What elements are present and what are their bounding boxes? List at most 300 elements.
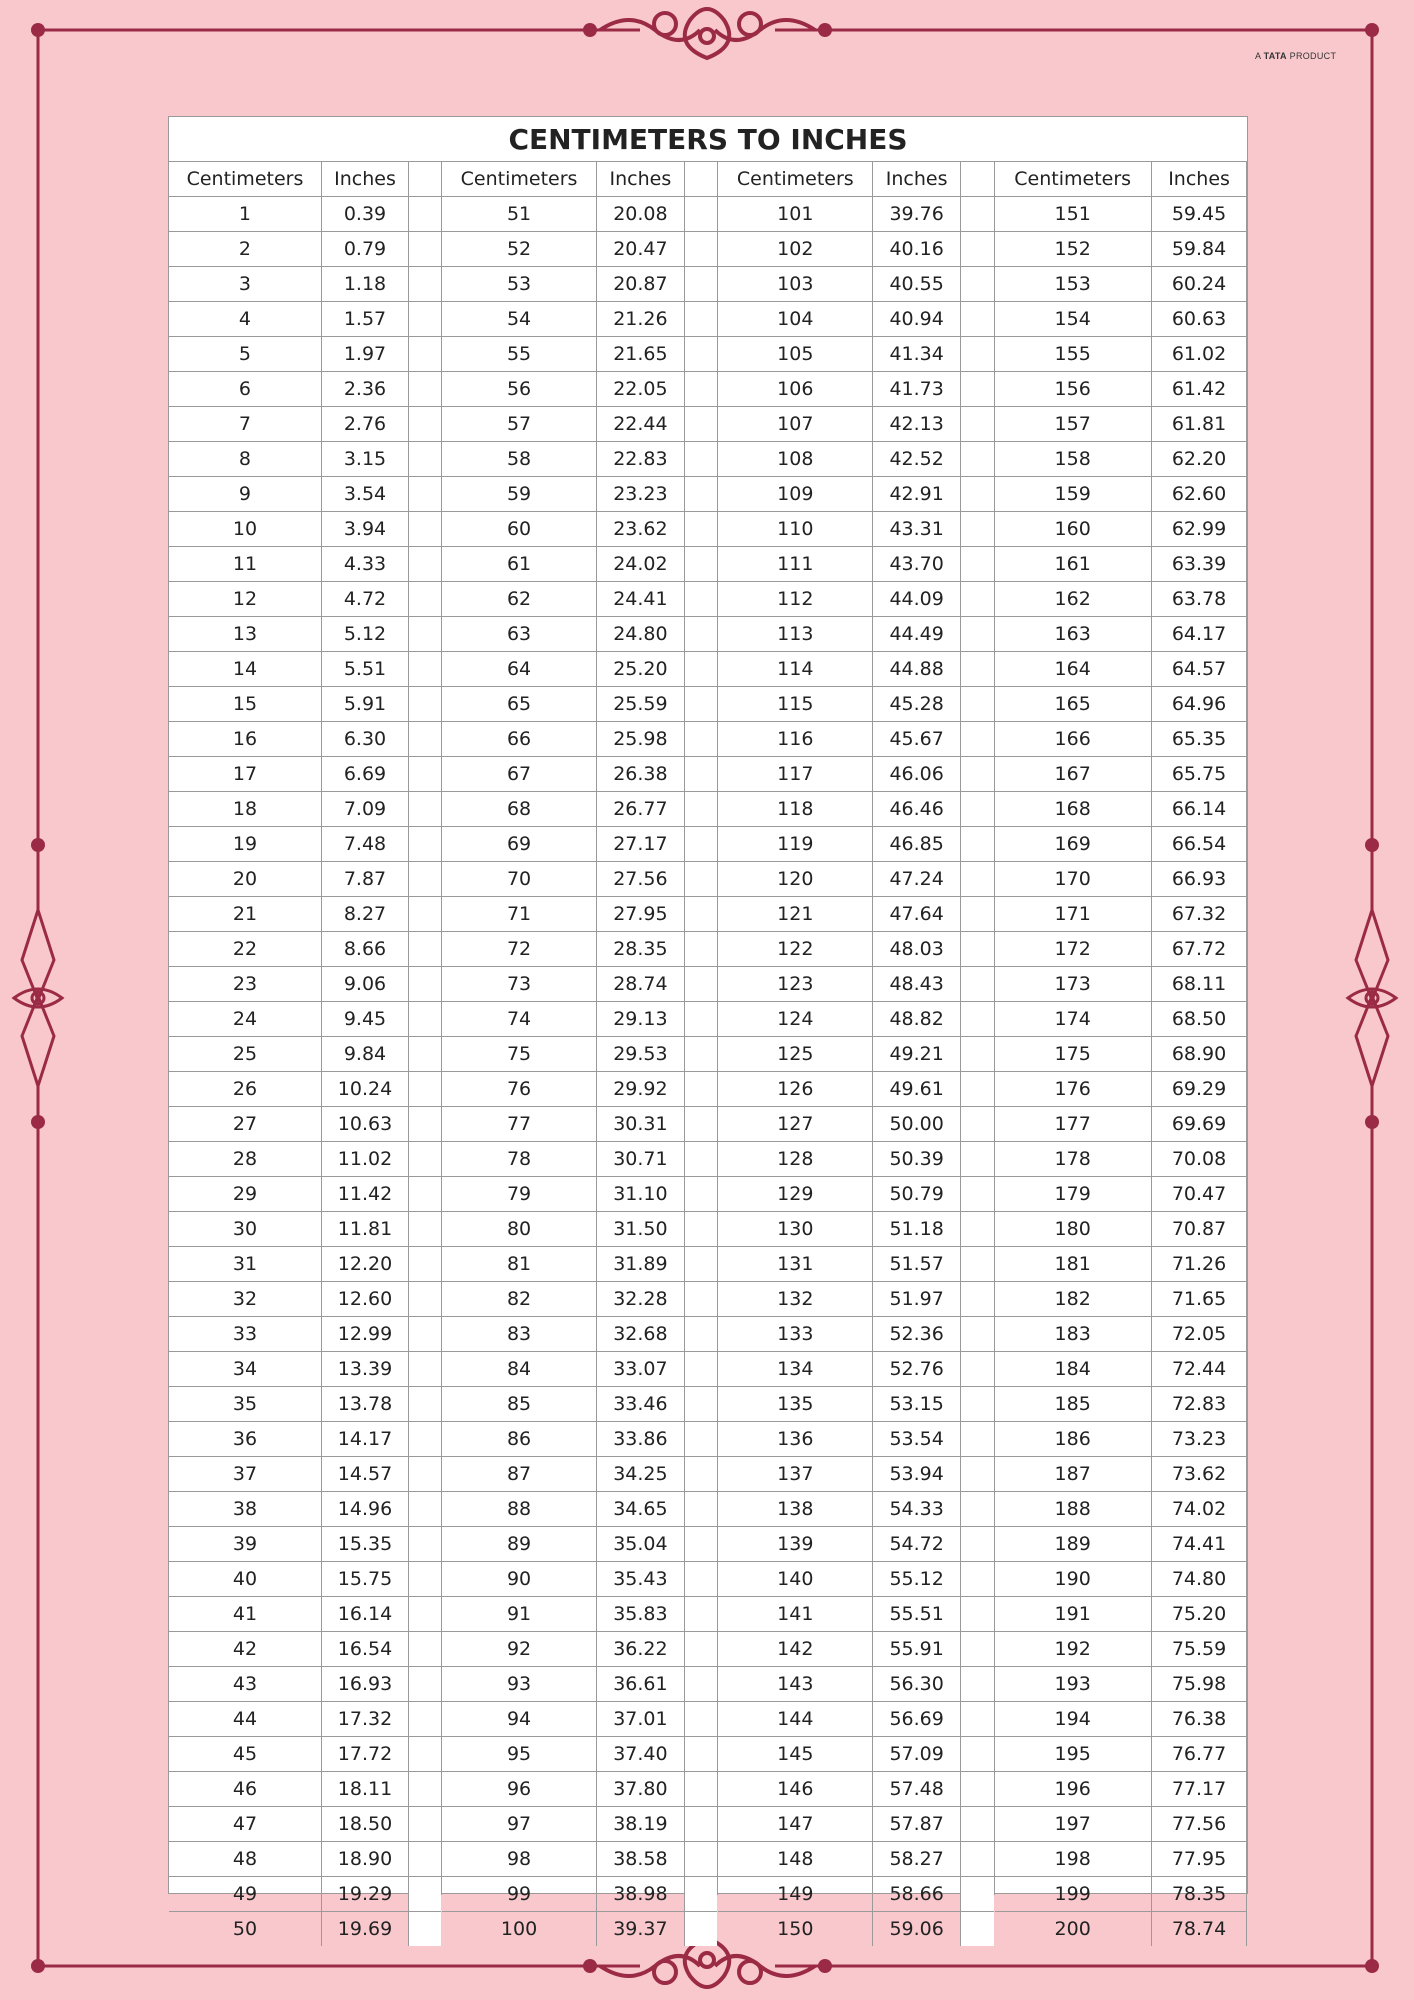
gap-cell [961,162,994,197]
gap-cell [961,897,994,932]
table-row [169,1842,441,1877]
centimeters-cell: 45 [169,1737,321,1772]
table-row [442,1107,717,1142]
inches-cell: 72.44 [1151,1352,1247,1387]
header-centimeters: Centimeters [995,162,1151,197]
gap-cell [961,337,994,372]
inches-cell: 25.59 [596,687,684,722]
table-row [442,1002,717,1037]
centimeters-cell: 143 [718,1667,872,1702]
centimeters-cell: 75 [442,1037,596,1072]
centimeters-cell: 29 [169,1177,321,1212]
table-row [718,722,993,757]
inches-cell: 43.70 [873,547,961,582]
centimeters-cell: 110 [718,512,872,547]
inches-cell: 36.22 [596,1632,684,1667]
inches-cell: 44.49 [873,617,961,652]
inches-cell: 25.98 [596,722,684,757]
gap-cell [961,512,994,547]
table-row [718,1912,993,1947]
inches-cell: 58.66 [873,1877,961,1912]
table-row [442,1667,717,1702]
table-row [718,1807,993,1842]
table-row [718,477,993,512]
centimeters-cell: 142 [718,1632,872,1667]
gap-cell [684,477,717,512]
table-row [718,1142,993,1177]
gap-cell [409,337,442,372]
centimeters-cell: 8 [169,442,321,477]
gap-cell [961,302,994,337]
inches-cell: 21.26 [596,302,684,337]
inches-cell: 75.20 [1151,1597,1247,1632]
centimeters-cell: 195 [995,1737,1151,1772]
centimeters-cell: 200 [995,1912,1151,1947]
table-row [995,1282,1247,1317]
table-row [442,477,717,512]
conversion-sheet [168,116,1248,1940]
table-row [995,792,1247,827]
centimeters-cell: 104 [718,302,872,337]
table-row [442,1387,717,1422]
centimeters-cell: 2 [169,232,321,267]
gap-cell [409,617,442,652]
table-row [718,1597,993,1632]
centimeters-cell: 148 [718,1842,872,1877]
table-row [442,1247,717,1282]
centimeters-cell: 60 [442,512,596,547]
header-centimeters: Centimeters [442,162,596,197]
centimeters-cell: 187 [995,1457,1151,1492]
centimeters-cell: 51 [442,197,596,232]
inches-cell: 3.94 [321,512,408,547]
centimeters-cell: 102 [718,232,872,267]
inches-cell: 72.05 [1151,1317,1247,1352]
inches-cell: 50.79 [873,1177,961,1212]
table-row [718,1317,993,1352]
table-row [169,1877,441,1912]
inches-cell: 7.48 [321,827,408,862]
gap-cell [409,407,442,442]
gap-cell [961,1772,994,1807]
table-row [442,1352,717,1387]
gap-cell [409,1667,442,1702]
centimeters-cell: 27 [169,1107,321,1142]
centimeters-cell: 126 [718,1072,872,1107]
table-row [995,1912,1247,1947]
centimeters-cell: 199 [995,1877,1151,1912]
inches-cell: 76.38 [1151,1702,1247,1737]
inches-cell: 25.20 [596,652,684,687]
centimeters-cell: 144 [718,1702,872,1737]
inches-cell: 54.33 [873,1492,961,1527]
gap-cell [684,1212,717,1247]
column-group-3 [718,162,994,1940]
gap-cell [961,1597,994,1632]
table-row [169,547,441,582]
centimeters-cell: 28 [169,1142,321,1177]
inches-cell: 77.17 [1151,1772,1247,1807]
inches-cell: 23.23 [596,477,684,512]
gap-cell [961,1422,994,1457]
table-row [442,757,717,792]
inches-cell: 54.72 [873,1527,961,1562]
gap-cell [409,1142,442,1177]
inches-cell: 37.40 [596,1737,684,1772]
inches-cell: 73.62 [1151,1457,1247,1492]
centimeters-cell: 46 [169,1772,321,1807]
gap-cell [961,232,994,267]
gap-cell [961,197,994,232]
centimeters-cell: 12 [169,582,321,617]
table-row [442,1737,717,1772]
inches-cell: 31.10 [596,1177,684,1212]
centimeters-cell: 79 [442,1177,596,1212]
table-row [169,1177,441,1212]
centimeters-cell: 16 [169,722,321,757]
table-row [169,1422,441,1457]
page-title: CENTIMETERS TO INCHES [169,117,1247,162]
centimeters-cell: 119 [718,827,872,862]
centimeters-cell: 22 [169,932,321,967]
centimeters-cell: 81 [442,1247,596,1282]
inches-cell: 62.99 [1151,512,1247,547]
centimeters-cell: 20 [169,862,321,897]
inches-cell: 14.57 [321,1457,408,1492]
table-row [169,1282,441,1317]
table-row [718,337,993,372]
gap-cell [684,1667,717,1702]
table-row [718,827,993,862]
centimeters-cell: 158 [995,442,1151,477]
centimeters-cell: 83 [442,1317,596,1352]
table-row [169,1457,441,1492]
inches-cell: 50.39 [873,1142,961,1177]
gap-cell [409,897,442,932]
centimeters-cell: 153 [995,267,1151,302]
table-row [169,302,441,337]
gap-cell [961,1317,994,1352]
inches-cell: 1.97 [321,337,408,372]
table-row [169,1772,441,1807]
inches-cell: 71.26 [1151,1247,1247,1282]
table-row [718,1037,993,1072]
gap-cell [409,302,442,337]
table-row [169,1317,441,1352]
brand-name: TATA [1263,51,1287,61]
inches-cell: 5.51 [321,652,408,687]
gap-cell [961,1562,994,1597]
gap-cell [409,1527,442,1562]
centimeters-cell: 64 [442,652,596,687]
centimeters-cell: 197 [995,1807,1151,1842]
table-row [442,1842,717,1877]
table-row [718,1247,993,1282]
top-ornament [600,9,815,58]
inches-cell: 78.35 [1151,1877,1247,1912]
gap-cell [409,1247,442,1282]
centimeters-cell: 10 [169,512,321,547]
inches-cell: 44.09 [873,582,961,617]
gap-cell [961,827,994,862]
gap-cell [684,337,717,372]
table-row [718,267,993,302]
gap-cell [961,267,994,302]
table-row [442,687,717,722]
inches-cell: 61.42 [1151,372,1247,407]
gap-cell [961,1212,994,1247]
centimeters-cell: 32 [169,1282,321,1317]
table-row [442,197,717,232]
centimeters-cell: 48 [169,1842,321,1877]
table-row [169,1807,441,1842]
inches-cell: 3.15 [321,442,408,477]
centimeters-cell: 76 [442,1072,596,1107]
gap-cell [409,1492,442,1527]
centimeters-cell: 183 [995,1317,1151,1352]
column-group-1 [169,162,442,1940]
inches-cell: 3.54 [321,477,408,512]
table-row [442,442,717,477]
inches-cell: 18.11 [321,1772,408,1807]
table-row [442,1142,717,1177]
left-ornament [14,910,62,1086]
centimeters-cell: 106 [718,372,872,407]
conversion-table [442,162,717,1946]
centimeters-cell: 105 [718,337,872,372]
table-row [442,1177,717,1212]
inches-cell: 19.29 [321,1877,408,1912]
table-row [169,477,441,512]
inches-cell: 20.87 [596,267,684,302]
centimeters-cell: 36 [169,1422,321,1457]
gap-cell [684,1317,717,1352]
inches-cell: 35.83 [596,1597,684,1632]
centimeters-cell: 88 [442,1492,596,1527]
inches-cell: 57.09 [873,1737,961,1772]
gap-cell [961,582,994,617]
table-row [995,1072,1247,1107]
centimeters-cell: 41 [169,1597,321,1632]
inches-cell: 70.08 [1151,1142,1247,1177]
table-row [995,547,1247,582]
inches-cell: 67.32 [1151,897,1247,932]
table-row [442,582,717,617]
table-row [169,652,441,687]
table-row [169,687,441,722]
centimeters-cell: 114 [718,652,872,687]
table-row [442,1877,717,1912]
gap-cell [684,267,717,302]
gap-cell [684,1282,717,1317]
centimeters-cell: 15 [169,687,321,722]
gap-cell [961,1807,994,1842]
table-row [442,792,717,827]
table-row [169,897,441,932]
inches-cell: 61.02 [1151,337,1247,372]
inches-cell: 9.06 [321,967,408,1002]
centimeters-cell: 86 [442,1422,596,1457]
inches-cell: 66.54 [1151,827,1247,862]
gap-cell [961,932,994,967]
gap-cell [961,652,994,687]
inches-cell: 28.74 [596,967,684,1002]
inches-cell: 41.34 [873,337,961,372]
inches-cell: 17.32 [321,1702,408,1737]
table-row [995,337,1247,372]
table-row [995,1002,1247,1037]
gap-cell [684,617,717,652]
header-centimeters: Centimeters [169,162,321,197]
gap-cell [409,547,442,582]
gap-cell [409,162,442,197]
inches-cell: 28.35 [596,932,684,967]
centimeters-cell: 69 [442,827,596,862]
inches-cell: 44.88 [873,652,961,687]
table-row [169,1142,441,1177]
table-row [442,302,717,337]
inches-cell: 77.56 [1151,1807,1247,1842]
inches-cell: 50.00 [873,1107,961,1142]
table-row [995,1457,1247,1492]
conversion-table [995,162,1247,1946]
inches-cell: 52.36 [873,1317,961,1352]
centimeters-cell: 113 [718,617,872,652]
table-row [169,1912,441,1947]
inches-cell: 22.05 [596,372,684,407]
table-row [718,1107,993,1142]
centimeters-cell: 39 [169,1527,321,1562]
gap-cell [684,1702,717,1737]
centimeters-cell: 182 [995,1282,1151,1317]
centimeters-cell: 128 [718,1142,872,1177]
inches-cell: 20.08 [596,197,684,232]
column-group-4 [995,162,1247,1940]
inches-cell: 8.27 [321,897,408,932]
table-row [442,547,717,582]
gap-cell [409,232,442,267]
centimeters-cell: 67 [442,757,596,792]
centimeters-cell: 118 [718,792,872,827]
inches-cell: 78.74 [1151,1912,1247,1947]
centimeters-cell: 194 [995,1702,1151,1737]
gap-cell [409,477,442,512]
centimeters-cell: 9 [169,477,321,512]
gap-cell [684,302,717,337]
inches-cell: 9.84 [321,1037,408,1072]
centimeters-cell: 31 [169,1247,321,1282]
table-row [442,1772,717,1807]
gap-cell [684,547,717,582]
table-row [169,617,441,652]
gap-cell [409,687,442,722]
gap-cell [409,372,442,407]
gap-cell [684,1457,717,1492]
inches-cell: 51.18 [873,1212,961,1247]
centimeters-cell: 135 [718,1387,872,1422]
table-row [169,582,441,617]
table-row [169,967,441,1002]
gap-cell [684,1527,717,1562]
centimeters-cell: 154 [995,302,1151,337]
centimeters-cell: 181 [995,1247,1151,1282]
table-row [442,1912,717,1947]
table-row [442,897,717,932]
centimeters-cell: 175 [995,1037,1151,1072]
gap-cell [684,897,717,932]
inches-cell: 11.02 [321,1142,408,1177]
gap-cell [684,1247,717,1282]
table-row [442,862,717,897]
centimeters-cell: 84 [442,1352,596,1387]
centimeters-cell: 193 [995,1667,1151,1702]
inches-cell: 77.95 [1151,1842,1247,1877]
gap-cell [961,1457,994,1492]
inches-cell: 38.98 [596,1877,684,1912]
centimeters-cell: 149 [718,1877,872,1912]
centimeters-cell: 7 [169,407,321,442]
gap-cell [684,1807,717,1842]
inches-cell: 10.63 [321,1107,408,1142]
inches-cell: 59.06 [873,1912,961,1947]
inches-cell: 35.43 [596,1562,684,1597]
table-row [995,512,1247,547]
inches-cell: 31.89 [596,1247,684,1282]
table-row [442,1037,717,1072]
table-row [718,1282,993,1317]
centimeters-cell: 73 [442,967,596,1002]
gap-cell [961,862,994,897]
inches-cell: 24.41 [596,582,684,617]
table-row [718,1492,993,1527]
table-row [995,722,1247,757]
centimeters-cell: 117 [718,757,872,792]
inches-cell: 45.28 [873,687,961,722]
inches-cell: 42.52 [873,442,961,477]
table-row [169,1737,441,1772]
gap-cell [961,1072,994,1107]
centimeters-cell: 179 [995,1177,1151,1212]
gap-cell [409,1177,442,1212]
inches-cell: 66.14 [1151,792,1247,827]
inches-cell: 11.42 [321,1177,408,1212]
inches-cell: 72.83 [1151,1387,1247,1422]
centimeters-cell: 139 [718,1527,872,1562]
centimeters-cell: 146 [718,1772,872,1807]
centimeters-cell: 91 [442,1597,596,1632]
centimeters-cell: 52 [442,232,596,267]
inches-cell: 10.24 [321,1072,408,1107]
gap-cell [409,1387,442,1422]
table-row [995,1632,1247,1667]
centimeters-cell: 137 [718,1457,872,1492]
gap-cell [961,617,994,652]
inches-cell: 5.12 [321,617,408,652]
gap-cell [684,512,717,547]
table-row [718,547,993,582]
centimeters-cell: 24 [169,1002,321,1037]
centimeters-cell: 107 [718,407,872,442]
centimeters-cell: 78 [442,1142,596,1177]
inches-cell: 65.35 [1151,722,1247,757]
table-row [169,1597,441,1632]
centimeters-cell: 160 [995,512,1151,547]
table-row [995,582,1247,617]
inches-cell: 73.23 [1151,1422,1247,1457]
centimeters-cell: 129 [718,1177,872,1212]
inches-cell: 31.50 [596,1212,684,1247]
inches-cell: 57.48 [873,1772,961,1807]
